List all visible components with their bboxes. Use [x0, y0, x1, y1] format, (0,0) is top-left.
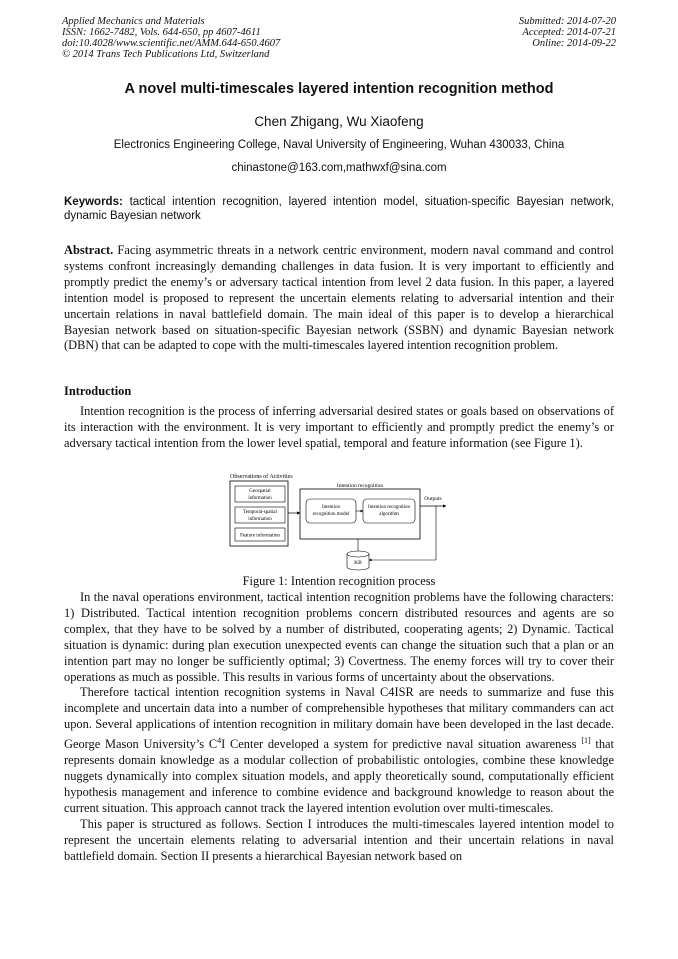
svg-text:information: information — [248, 496, 272, 501]
svg-text:Intention: Intention — [321, 505, 341, 510]
keywords-text: tactical intention recognition, layered intention model, situation-specific Bayesian network, dynamic Bayesian network — [64, 196, 614, 222]
svg-text:information: information — [248, 517, 272, 522]
abstract-text: Facing asymmetric threats in a network centric environment, modern naval command and control systems confront increasingly demanding challenges in data fusion. It is very important to efficiently and promptly predict the enemy’s or adversary tactical intention from level 2 data fusion. In this paper, a layered intention model is proposed to represent the uncertain elements relating to adversarial intention and their uncertain relations in naval battlefield domain. The main ideal of this paper is to develop a hierarchical Bayesian network based on situation-specific Bayesian network (SSBN) and dynamic Bayesian network (DBN) that can be adapted to cope with the multi-timescales layered intention recognition problem. — [64, 243, 614, 353]
svg-text:Feature information: Feature information — [240, 533, 280, 539]
online-date: Online: 2014-09-22 — [532, 38, 616, 49]
copyright: © 2014 Trans Tech Publications Ltd, Switzerland — [62, 49, 270, 60]
section-heading: Introduction — [64, 384, 132, 398]
header-left — [62, 16, 280, 60]
abstract — [64, 243, 614, 354]
svg-text:Intention recognition: Intention recognition — [367, 505, 411, 510]
intro-paragraph-2: In the naval operations environment, tactical intention recognition problems have the following characters: 1) Distributed. Tactical intention recognition problems concern distributed resources and agents are so complex, that they have to be solved by a number of distributed, cooperating agents; 2) Dynamic. Tactical situation is dynamic: during plan execution unexpected events can change the situation such that a plan or an intention part may no longer be sufficiently optimal; 3) Covertness. The enemy forces will try to cover their operations as much as possible. This results in various forms of uncertainty about the observations. — [64, 590, 614, 684]
header-right — [519, 16, 616, 49]
abstract-label: Abstract. — [64, 243, 114, 257]
recognition-label: Intention recognition — [336, 483, 384, 489]
svg-text:Temporal-spatial: Temporal-spatial — [243, 510, 277, 515]
submitted-date: Submitted: 2014-07-20 — [518, 16, 616, 27]
figure-1 — [228, 470, 450, 578]
accepted-date: Accepted: 2014-07-21 — [522, 27, 616, 38]
svg-text:recognition model: recognition model — [312, 512, 350, 517]
intro-paragraph-1: Intention recognition is the process of inferring adversarial desired states or goals based on observations of its interaction with the environment. It is very important to efficiently and promptly predict the enemy’s or adversary tactical intention from the lower level spatial, temporal and feature information (see Figure 1). — [64, 403, 614, 450]
outputs-label: Outputs — [424, 496, 442, 502]
observations-label: Observations of Activities — [230, 474, 293, 480]
intro-paragraph-4: This paper is structured as follows. Section I introduces the multi-timescales layered intention model to represent the uncertain elements relating to adversarial intention and their uncertain relations in naval battlefield domain. Section II presents a hierarchical Bayesian network based on — [64, 816, 614, 863]
citation-ref[interactable]: [1] — [581, 736, 591, 746]
intention-recognition-diagram — [228, 470, 450, 578]
algorithm-box — [363, 499, 415, 523]
email[interactable]: chinastone@163.com,mathwxf@sina.com — [231, 162, 447, 174]
intro-continued — [64, 590, 614, 865]
figure-caption: Figure 1: Intention recognition process — [242, 574, 436, 588]
intro-paragraph-3: Therefore tactical intention recognition systems in Naval C4ISR are needs to summarize and fuse this incomplete and uncertain data into a number of comprehensible hypotheses that military commanders can act upon. Several applications of intention recognition in military domain have been developed in the last decade. George Mason University’s $C^4I$ Center developed a system for predictive naval situation awareness [1] that represents domain knowledge as a modular collection of probabilistic ontologies, combine these knowledge nuggets dynamically into complex situation models, and apply theoretically sound, computationally efficient hypothesis management and inference to combine evidence and background knowledge to reason about the current situation. This approach cannot track the layered intention evolution over multi-timescales. — [64, 685, 614, 815]
kb-label: KB — [354, 560, 362, 566]
svg-text:Geospatial: Geospatial — [249, 489, 271, 494]
paper-title: A novel multi-timescales layered intention recognition method — [124, 81, 554, 97]
kb-cylinder-top — [347, 551, 369, 557]
doi-link[interactable]: doi:10.4028/www.scientific.net/AMM.644-650.4607 — [62, 38, 281, 49]
introduction-section — [64, 384, 614, 452]
affiliation: Electronics Engineering College, Naval University of Engineering, Wuhan 430033, China — [113, 139, 565, 151]
journal-name: Applied Mechanics and Materials — [62, 16, 205, 27]
model-box — [306, 499, 356, 523]
svg-text:algorithm: algorithm — [379, 512, 399, 517]
issn: ISSN: 1662-7482, Vols. 644-650, pp 4607-4611 — [62, 27, 261, 38]
keywords-label: Keywords: — [64, 196, 123, 208]
keywords — [64, 195, 614, 223]
authors: Chen Zhigang, Wu Xiaofeng — [254, 114, 424, 129]
